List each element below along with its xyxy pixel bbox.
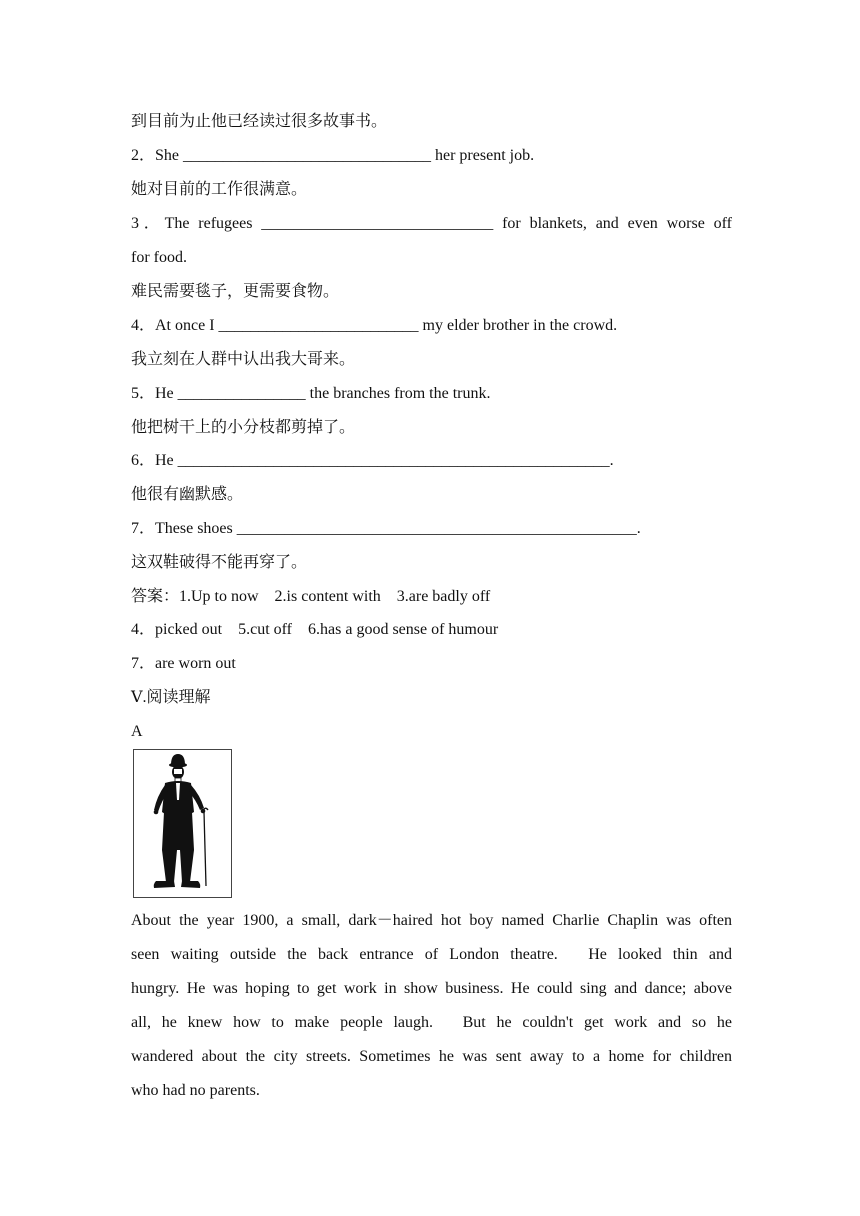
text-line: 到目前为止他已经读过很多故事书。	[131, 113, 388, 130]
answer-line: 答案：1.Up to now 2.is content with 3.are badly off	[131, 588, 491, 605]
section-heading: Ⅴ.阅读理解	[131, 689, 211, 706]
question-6: 6．He ______________________________________________________.	[131, 452, 614, 469]
text-line: 我立刻在人群中认出我大哥来。	[131, 351, 356, 368]
question-3-text: 3．The refugees _____________________________ for blankets, and even worse off	[131, 215, 732, 232]
text-line: 他很有幽默感。	[131, 486, 244, 503]
passage-line: all, he knew how to make people laugh. But he couldn't get work and so he	[131, 1014, 732, 1031]
question-2: 2．She _______________________________ her present job.	[131, 147, 535, 164]
text-line: 难民需要毯子，更需要食物。	[131, 283, 340, 300]
answer-line: 7．are worn out	[131, 655, 236, 672]
chaplin-figure	[133, 749, 232, 898]
passage-line: hungry. He was hoping to get work in show business. He could sing and dance; above	[131, 980, 732, 997]
text-line: 她对目前的工作很满意。	[131, 181, 308, 198]
passage-line: wandered about the city streets. Sometimes he was sent away to a home for children	[131, 1048, 732, 1065]
text-line: 这双鞋破得不能再穿了。	[131, 554, 308, 571]
charlie-chaplin-icon	[134, 750, 231, 897]
answer-line: 4．picked out 5.cut off 6.has a good sense of humour	[131, 621, 499, 638]
text-line: 他把树干上的小分枝都剪掉了。	[131, 419, 356, 436]
passage-paragraph	[131, 904, 732, 1108]
question-7: 7．These shoes __________________________________________________.	[131, 520, 641, 537]
question-5: 5．He ________________ the branches from the trunk.	[131, 385, 491, 402]
passage-label: A	[131, 723, 143, 740]
question-4: 4．At once I _________________________ my elder brother in the crowd.	[131, 317, 618, 334]
passage-line: who had no parents.	[131, 1082, 260, 1099]
question-3	[131, 214, 732, 234]
passage-line: seen waiting outside the back entrance of London theatre. He looked thin and	[131, 946, 732, 963]
text-line: for food.	[131, 249, 187, 266]
passage-line: About the year 1900, a small, dark－haired hot boy named Charlie Chaplin was often	[131, 912, 732, 929]
